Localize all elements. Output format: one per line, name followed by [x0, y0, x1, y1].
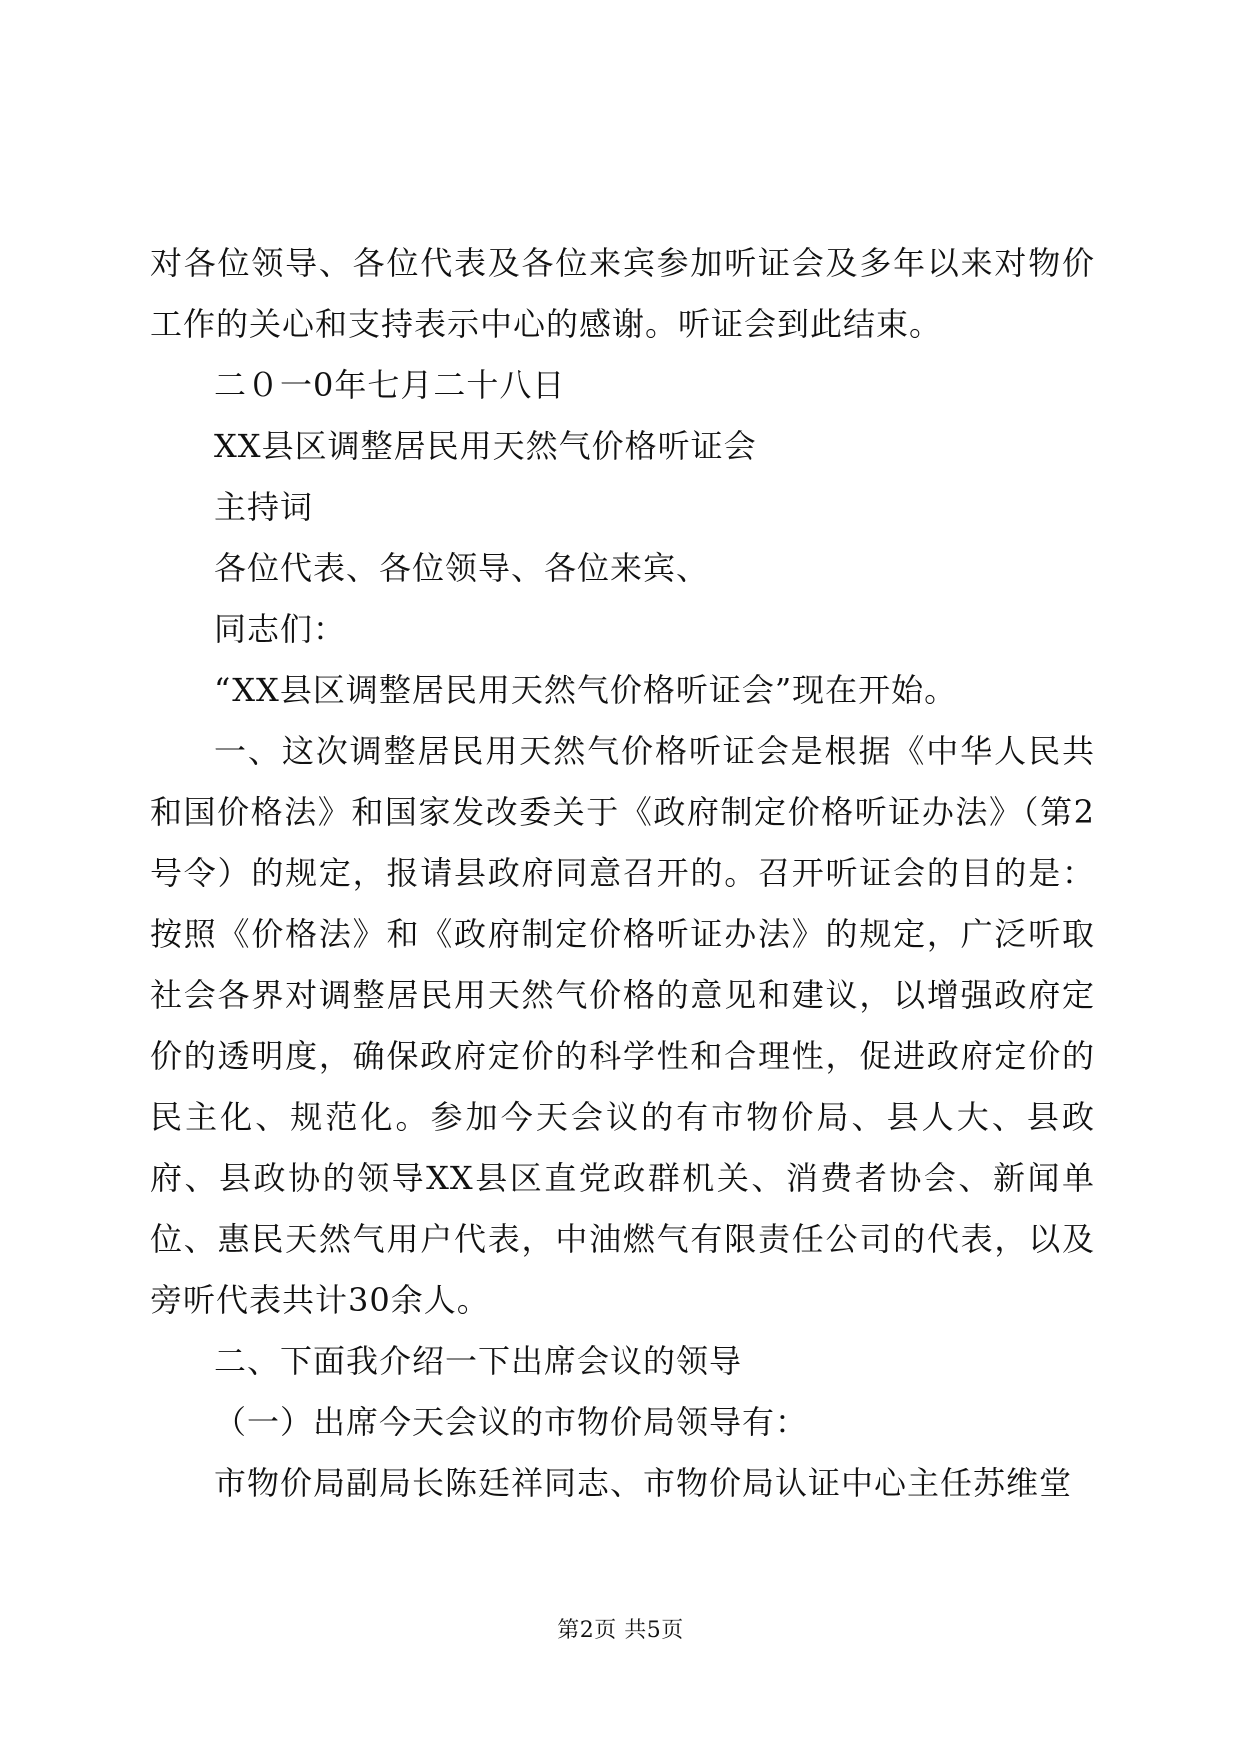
paragraph-comrades: 同志们： [214, 610, 347, 648]
paragraph-salutation: 各位代表、各位领导、各位来宾、 [214, 549, 710, 587]
paragraph-date: 二０一0年七月二十八日 [214, 366, 566, 404]
document-body [150, 233, 1095, 1514]
paragraph-section-two: 二、下面我介绍一下出席会议的领导 [214, 1342, 743, 1380]
paragraph-opening: “XX县区调整居民用天然气价格听证会”现在开始。 [214, 671, 958, 709]
page-number-footer: 第2页 共5页 [557, 1618, 684, 1643]
paragraph-section-one: 一、这次调整居民用天然气价格听证会是根据《中华人民共和国价格法》和国家发改委关于《政府制定价格听证办法》（第2号令）的规定，报请县政府同意召开的。召开听证会的目的是：按照《价格法》和《政府制定价格听证办法》的规定，广泛听取社会各界对调整居民用天然气价格的意见和建议，以增强政府定价的透明度，确保政府定价的科学性和合理性，促进政府定价的民主化、规范化。参加今天会议的有市物价局、县人大、县政府、县政协的领导XX县区直党政群机关、消费者协会、新闻单位、惠民天然气用户代表，中油燃气有限责任公司的代表，以及旁听代表共计30余人。 [150, 732, 1095, 1319]
paragraph-leaders-list: 市物价局副局长陈廷祥同志、市物价局认证中心主任苏维堂 [214, 1464, 1073, 1502]
paragraph-hearing-title: XX县区调整居民用天然气价格听证会 [214, 427, 757, 465]
paragraph-closing-thanks: 对各位领导、各位代表及各位来宾参加听证会及多年以来对物价工作的关心和支持表示中心的感谢。听证会到此结束。 [150, 244, 1095, 343]
paragraph-host-script-label: 主持词 [214, 488, 314, 526]
paragraph-subsection-one: （一）出席今天会议的市物价局领导有： [214, 1403, 809, 1441]
